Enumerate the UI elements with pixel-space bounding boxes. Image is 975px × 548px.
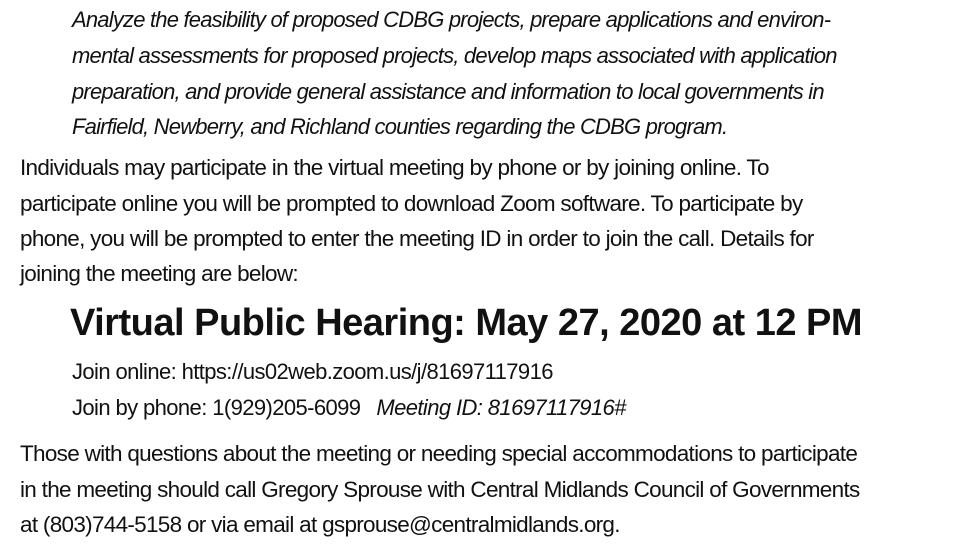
join-online-text: Join online: https://us02web.zoom.us/j/81697117916 [72,359,553,384]
join-phone-line [72,395,626,421]
hearing-title: Virtual Public Hearing: May 27, 2020 at 12 PM [70,302,863,344]
description-line: mental assessments for proposed projects, develop maps associated with application [72,43,837,68]
participation-line: participate online you will be prompted to download Zoom software. To participate by [20,191,803,216]
contact-line: at (803)744-5158 or via email at gsprouse@centralmidlands.org. [20,512,620,537]
description-line: Analyze the feasibility of proposed CDBG projects, prepare applications and environ- [72,7,831,32]
participation-line: joining the meeting are below: [20,261,298,286]
meeting-id-text: Meeting ID: 81697117916# [376,395,626,420]
participation-line: Individuals may participate in the virtual meeting by phone or by joining online. To [20,155,769,180]
description-line: Fairfield, Newberry, and Richland counties regarding the CDBG program. [72,114,728,139]
description-line: preparation, and provide general assistance and information to local governments in [72,79,824,104]
contact-line: Those with questions about the meeting or needing special accommodations to participate [20,441,858,466]
contact-line: in the meeting should call Gregory Sprouse with Central Midlands Council of Governments [20,477,860,502]
join-phone-text: Join by phone: 1(929)205-6099 [72,395,361,420]
participation-line: phone, you will be prompted to enter the meeting ID in order to join the call. Details for [20,226,814,251]
